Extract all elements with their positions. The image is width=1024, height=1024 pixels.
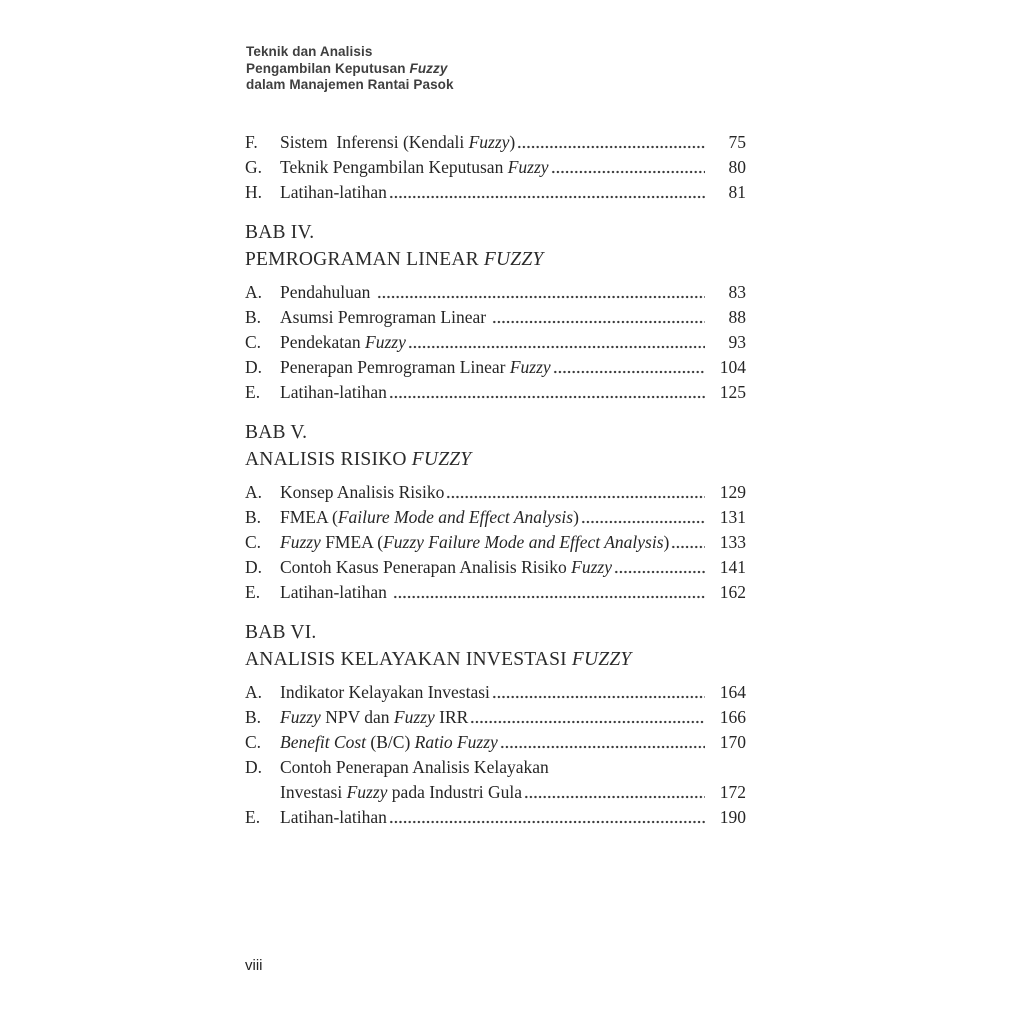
italic-text: Fuzzy bbox=[571, 557, 612, 577]
entry-page-number: 88 bbox=[728, 307, 746, 327]
toc-entry bbox=[245, 805, 746, 830]
entry-letter: C. bbox=[245, 532, 262, 552]
header-line bbox=[246, 61, 454, 78]
toc-entry-list bbox=[245, 130, 746, 205]
toc-entry-list bbox=[245, 680, 746, 830]
italic-text: Fuzzy Failure Mode and Effect Analysis bbox=[383, 532, 664, 552]
plain-text: ANALISIS RISIKO bbox=[245, 449, 412, 470]
toc-entry bbox=[245, 530, 746, 555]
italic-text: Fuzzy bbox=[346, 782, 388, 802]
italic-text: Fuzzy bbox=[280, 707, 321, 727]
entry-title bbox=[280, 180, 387, 205]
toc-entry bbox=[245, 705, 746, 730]
plain-text: Latihan-latihan bbox=[280, 807, 387, 827]
entry-letter: B. bbox=[245, 507, 262, 527]
toc-entry bbox=[245, 180, 746, 205]
dot-leader bbox=[389, 819, 705, 825]
dot-leader bbox=[551, 169, 705, 175]
plain-text: Konsep Analisis Risiko bbox=[280, 482, 445, 502]
entry-title bbox=[280, 505, 579, 530]
entry-letter: H. bbox=[245, 182, 263, 202]
italic-text: FUZZY bbox=[571, 649, 632, 670]
entry-letter: D. bbox=[245, 557, 263, 577]
page-number: viii bbox=[245, 957, 263, 974]
entry-title bbox=[280, 155, 549, 180]
italic-text: Fuzzy bbox=[393, 707, 435, 727]
italic-text: Fuzzy bbox=[280, 532, 321, 552]
plain-text: BAB V. bbox=[245, 422, 308, 443]
toc-entry bbox=[245, 330, 746, 355]
chapter-heading-line bbox=[245, 219, 746, 246]
entry-letter: F. bbox=[245, 132, 258, 152]
chapter-heading bbox=[245, 619, 746, 673]
chapter-heading-line bbox=[245, 619, 746, 646]
entry-title bbox=[280, 805, 387, 830]
entry-letter: A. bbox=[245, 682, 263, 702]
toc-entry-list bbox=[245, 480, 746, 605]
entry-title bbox=[280, 280, 375, 305]
italic-text: Benefit Cost bbox=[280, 732, 367, 752]
entry-letter: B. bbox=[245, 307, 262, 327]
plain-text: IRR bbox=[434, 707, 469, 727]
entry-title bbox=[280, 130, 515, 155]
entry-page-number: 166 bbox=[719, 707, 746, 727]
plain-text: Latihan-latihan bbox=[280, 182, 387, 202]
toc-entry bbox=[245, 730, 746, 755]
plain-text: FMEA ( bbox=[320, 532, 384, 552]
toc-entry bbox=[245, 155, 746, 180]
plain-text: Latihan-latihan bbox=[280, 382, 387, 402]
toc-entry bbox=[245, 680, 746, 705]
toc-entry bbox=[245, 580, 746, 605]
entry-title bbox=[280, 730, 498, 755]
italic-text: FUZZY bbox=[411, 449, 472, 470]
plain-text: Indikator Kelayakan Investasi bbox=[280, 682, 490, 702]
plain-text: Investasi bbox=[280, 782, 347, 802]
plain-text: Contoh Kasus Penerapan Analisis Risiko bbox=[280, 557, 572, 577]
italic-text: FUZZY bbox=[483, 249, 544, 270]
dot-leader bbox=[492, 694, 705, 700]
table-of-contents bbox=[245, 130, 746, 830]
plain-text: NPV dan bbox=[320, 707, 394, 727]
italic-text: Fuzzy bbox=[509, 357, 551, 377]
plain-text: Teknik dan Analisis bbox=[246, 44, 373, 59]
toc-entry bbox=[245, 380, 746, 405]
chapter-heading-line bbox=[245, 646, 746, 673]
dot-leader bbox=[408, 344, 705, 350]
plain-text: Penerapan Pemrograman Linear bbox=[280, 357, 510, 377]
entry-letter: G. bbox=[245, 157, 263, 177]
plain-text: ANALISIS KELAYAKAN INVESTASI bbox=[245, 649, 572, 670]
italic-text: Fuzzy bbox=[365, 332, 406, 352]
toc-section bbox=[245, 130, 746, 205]
toc-entry bbox=[245, 555, 746, 580]
toc-section bbox=[245, 219, 746, 405]
entry-page-number: 162 bbox=[719, 582, 746, 602]
plain-text: Sistem Inferensi (Kendali bbox=[280, 132, 469, 152]
header-line bbox=[246, 44, 454, 61]
entry-page-number: 104 bbox=[719, 357, 746, 377]
entry-title bbox=[280, 755, 549, 780]
entry-title bbox=[280, 480, 444, 505]
toc-entry bbox=[245, 755, 746, 780]
plain-text: Pendekatan bbox=[280, 332, 366, 352]
dot-leader bbox=[671, 544, 705, 550]
dot-leader bbox=[446, 494, 705, 500]
plain-text: Asumsi Pemrograman Linear bbox=[280, 307, 491, 327]
plain-text: ) bbox=[573, 507, 579, 527]
chapter-heading-line bbox=[245, 246, 746, 273]
dot-leader bbox=[492, 319, 705, 325]
book-title-header bbox=[246, 44, 454, 94]
entry-page-number: 125 bbox=[719, 382, 746, 402]
entry-letter: C. bbox=[245, 732, 262, 752]
dot-leader bbox=[389, 394, 705, 400]
plain-text: Pendahuluan bbox=[280, 282, 375, 302]
entry-letter: B. bbox=[245, 707, 262, 727]
entry-title bbox=[280, 780, 522, 805]
entry-title bbox=[280, 580, 391, 605]
italic-text: Fuzzy bbox=[409, 60, 448, 76]
entry-title bbox=[280, 305, 490, 330]
plain-text: pada Industri Gula bbox=[387, 782, 523, 802]
toc-entry bbox=[245, 130, 746, 155]
toc-entry-list bbox=[245, 280, 746, 405]
dot-leader bbox=[553, 369, 705, 375]
toc-section bbox=[245, 419, 746, 605]
entry-title bbox=[280, 330, 406, 355]
italic-text: Ratio Fuzzy bbox=[414, 732, 498, 752]
plain-text: ) bbox=[509, 132, 516, 152]
entry-page-number: 190 bbox=[719, 807, 746, 827]
entry-page-number: 172 bbox=[719, 782, 746, 802]
entry-letter: D. bbox=[245, 757, 263, 777]
chapter-heading bbox=[245, 219, 746, 273]
entry-title bbox=[280, 355, 551, 380]
toc-entry bbox=[245, 780, 746, 805]
plain-text: Contoh Penerapan Analisis Kelayakan bbox=[280, 757, 549, 777]
entry-letter: E. bbox=[245, 807, 261, 827]
entry-title bbox=[280, 680, 490, 705]
dot-leader bbox=[524, 794, 705, 800]
entry-title bbox=[280, 555, 612, 580]
plain-text: dalam Manajemen Rantai Pasok bbox=[246, 77, 454, 92]
plain-text: FMEA ( bbox=[280, 507, 338, 527]
entry-page-number: 141 bbox=[719, 557, 746, 577]
dot-leader bbox=[470, 719, 705, 725]
entry-page-number: 131 bbox=[719, 507, 746, 527]
chapter-heading-line bbox=[245, 419, 746, 446]
dot-leader bbox=[500, 744, 705, 750]
entry-letter: E. bbox=[245, 582, 261, 602]
plain-text: Teknik Pengambilan Keputusan bbox=[280, 157, 508, 177]
entry-letter: C. bbox=[245, 332, 262, 352]
dot-leader bbox=[581, 519, 705, 525]
entry-page-number: 129 bbox=[719, 482, 746, 502]
chapter-heading-line bbox=[245, 446, 746, 473]
plain-text: BAB IV. bbox=[245, 222, 315, 243]
entry-letter: A. bbox=[245, 282, 263, 302]
entry-page-number: 83 bbox=[728, 282, 746, 302]
dot-leader bbox=[517, 144, 705, 150]
entry-letter: A. bbox=[245, 482, 263, 502]
header-line bbox=[246, 77, 454, 94]
plain-text: (B/C) bbox=[366, 732, 415, 752]
plain-text: BAB VI. bbox=[245, 622, 317, 643]
italic-text: Fuzzy bbox=[507, 157, 549, 177]
plain-text: PEMROGRAMAN LINEAR bbox=[245, 249, 484, 270]
entry-letter: E. bbox=[245, 382, 261, 402]
entry-page-number: 75 bbox=[728, 132, 746, 152]
entry-page-number: 133 bbox=[719, 532, 746, 552]
entry-page-number: 81 bbox=[728, 182, 746, 202]
entry-title bbox=[280, 530, 669, 555]
dot-leader bbox=[377, 294, 705, 300]
entry-page-number: 170 bbox=[719, 732, 746, 752]
toc-entry bbox=[245, 355, 746, 380]
entry-title bbox=[280, 380, 387, 405]
plain-text: Pengambilan Keputusan bbox=[246, 60, 410, 76]
entry-page-number: 164 bbox=[719, 682, 746, 702]
dot-leader bbox=[393, 594, 705, 600]
toc-entry bbox=[245, 280, 746, 305]
entry-page-number: 80 bbox=[728, 157, 746, 177]
plain-text: Latihan-latihan bbox=[280, 582, 392, 602]
dot-leader bbox=[614, 569, 705, 575]
plain-text: ) bbox=[663, 532, 670, 552]
entry-letter: D. bbox=[245, 357, 263, 377]
dot-leader bbox=[389, 194, 705, 200]
chapter-heading bbox=[245, 419, 746, 473]
entry-title bbox=[280, 705, 468, 730]
entry-page-number: 93 bbox=[728, 332, 746, 352]
toc-entry bbox=[245, 305, 746, 330]
italic-text: Fuzzy bbox=[468, 132, 510, 152]
toc-entry bbox=[245, 505, 746, 530]
italic-text: Failure Mode and Effect Analysis bbox=[337, 507, 574, 527]
toc-section bbox=[245, 619, 746, 830]
page-footer bbox=[245, 957, 263, 974]
toc-entry bbox=[245, 480, 746, 505]
